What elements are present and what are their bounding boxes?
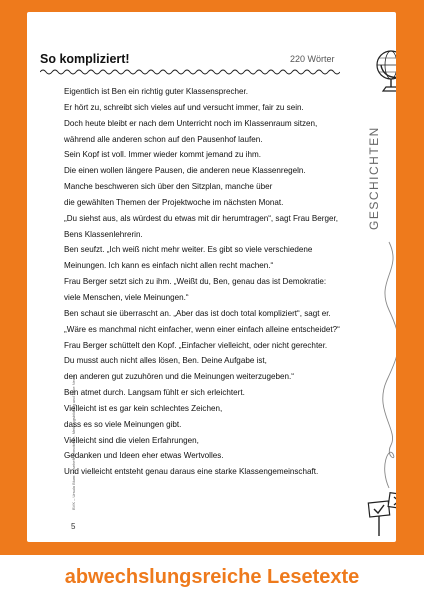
story-line: Bens Klassenlehrerin. (64, 229, 143, 239)
story-line: während alle anderen schon auf den Pausenhof laufen. (64, 134, 263, 144)
story-line: Ben atmet durch. Langsam fühlt er sich erleichtert. (64, 388, 245, 398)
story-line: Eigentlich ist Ben ein richtig guter Klassensprecher. (64, 87, 249, 96)
story-line: Und vielleicht entsteht genau daraus eine starke Klassengemeinschaft. (64, 467, 319, 477)
story-line: viele Menschen, viele Meinungen.“ (64, 292, 189, 302)
word-count: 220 Wörter (290, 54, 335, 64)
globe-icon (369, 45, 396, 95)
story-line: Frau Berger schüttelt den Kopf. „Einfacher vielleicht, oder nicht gerechter. (64, 340, 328, 350)
story-line: „Wäre es manchmal nicht einfacher, wenn einer einfach alleine entscheidet?“ (64, 324, 340, 334)
story-line: Ben seufzt. „Ich weiß nicht mehr weiter. Es gibt so viele verschiedene (64, 245, 313, 255)
story-line: „Du siehst aus, als würdest du etwas mit dir herumtragen“, sagt Frau Berger, (64, 213, 338, 223)
story-line: Du musst auch nicht alles lösen, Ben. Deine Aufgabe ist, (64, 356, 267, 366)
section-label: GESCHICHTEN (367, 126, 381, 230)
vote-signs-icon (363, 488, 396, 538)
story-line: Meinungen. Ich kann es einfach nicht allen recht machen.“ (64, 261, 274, 271)
story-line: den anderen gut zuzuhören und die Meinungen weiterzugeben.“ (64, 372, 294, 382)
story-line: Vielleicht sind die vielen Erfahrungen, (64, 435, 199, 445)
story-line: Ben schaut sie überrascht an. „Aber das ist doch total kompliziert“, sagt er. (64, 308, 331, 318)
story-line: Die einen wollen längere Pausen, die anderen neue Klassenregeln. (64, 166, 306, 176)
page-title: So kompliziert! (40, 52, 130, 66)
story-line: Er hört zu, schreibt sich vieles auf und versucht immer, fair zu sein. (64, 102, 304, 112)
page-number: 5 (71, 522, 76, 531)
story-line: Doch heute bleibt er nach dem Unterricht noch im Klassenraum sitzen, (64, 118, 318, 128)
story-line: Gedanken und Ideen eher etwas Wertvolles. (64, 451, 224, 461)
copyright-credit: BVK – Ursula Blum: Leseheft Demokratie, Meinungsbildung und Fake News (71, 375, 76, 510)
story-line: Manche beschweren sich über den Sitzplan, manche über (64, 182, 273, 192)
story-line: Frau Berger setzt sich zu ihm. „Weißt du, Ben, genau das ist Demokratie: (64, 277, 327, 287)
story-line: die gewählten Themen der Projektwoche im nächsten Monat. (64, 197, 284, 207)
title-underline (40, 68, 340, 76)
story-line: Vielleicht ist es gar kein schlechtes Zeichen, (64, 403, 223, 413)
story-text (64, 84, 364, 480)
story-line: dass es so viele Meinungen gibt. (64, 419, 182, 429)
swirl-decoration (367, 240, 396, 490)
story-line: Sein Kopf ist voll. Immer wieder kommt jemand zu ihm. (64, 150, 262, 160)
footer-banner: abwechslungsreiche Lesetexte (64, 566, 360, 588)
